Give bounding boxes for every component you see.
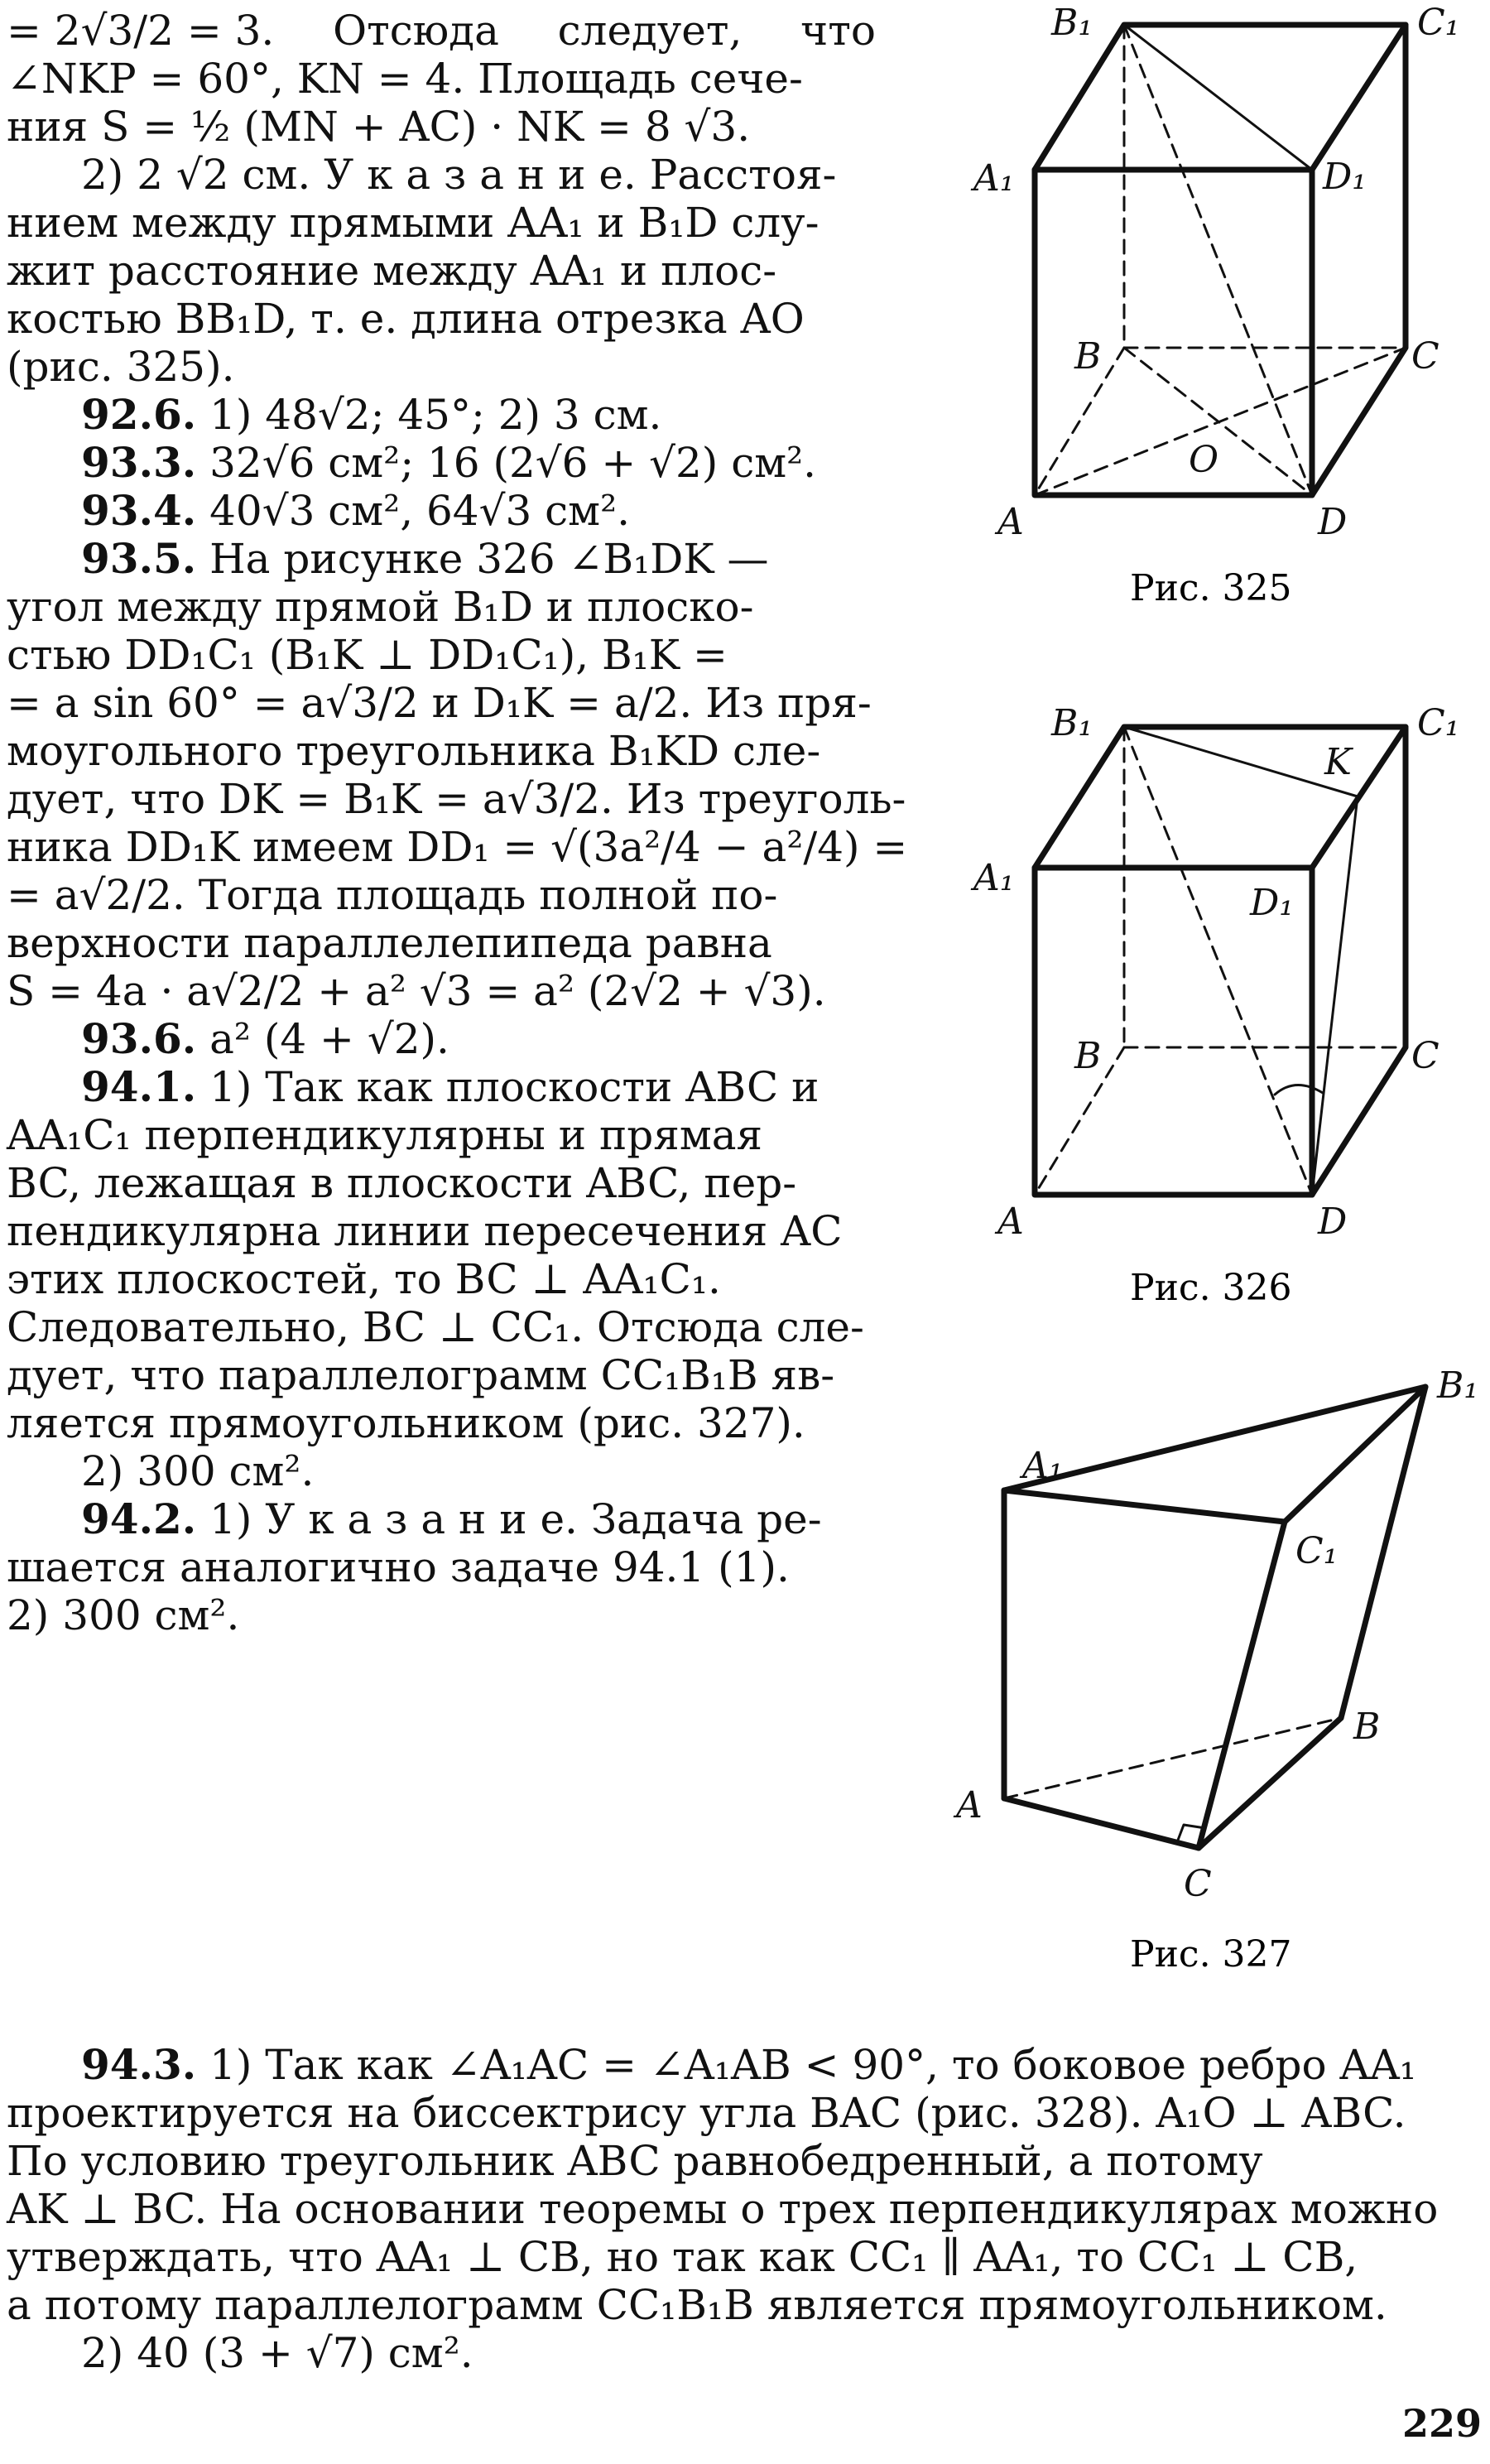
vertex-label: D [1318,1201,1348,1243]
problem-number: 93.5. [81,534,197,583]
text-line: костью BB₁D, т. е. длина отрезка AO [7,295,805,343]
text-line: жит расстояние между AA₁ и плос- [7,247,777,295]
figure-326 [952,695,1490,1325]
text-line: 94.3. 1) Так как ∠A₁AC = ∠A₁AB < 90°, то боковое ребро AA₁ [81,2040,1416,2089]
word: Отсюда [333,7,499,55]
vertex-label: D [1318,501,1348,543]
problem-number: 93.6. [81,1014,197,1063]
vertex-label: B [1074,1035,1102,1077]
text-line: шается аналогично задаче 94.1 (1). [7,1543,790,1591]
parallelepiped-diagram [952,695,1490,1325]
text-line: S = 4a · a√2/2 + a² √3 = a² (2√2 + √3). [7,967,826,1015]
text-line: AK ⊥ BC. На основании теоремы о трех перпендикулярах можно [7,2185,1439,2233]
vertex-label: A₁ [1022,1445,1064,1487]
text-line: проектируется на биссектрису угла BAC (рис. 328). A₁O ⊥ ABC. [7,2089,1406,2137]
vertex-label: C [1184,1863,1212,1905]
figure-327 [952,1341,1490,1987]
text-line: этих плоскостей, то BC ⊥ AA₁C₁. [7,1255,721,1303]
text-line: ∠NKP = 60°, KN = 4. Площадь сече- [7,55,803,103]
answer-93-4: 93.4. 40√3 см², 64√3 см². [81,486,631,535]
vertex-label: K [1324,741,1352,783]
answer-93-5: 93.5. На рисунке 326 ∠B₁DK — [81,534,769,583]
figure-325 [952,0,1490,629]
text-line: а потому параллелограмм CC₁B₁B является прямоугольником. [7,2281,1387,2329]
text-line: верхности параллелепипеда равна [7,919,772,967]
answer-94-1: 94.1. 1) Так как плоскости ABC и [81,1062,820,1111]
text-line: BC, лежащая в плоскости ABC, пер- [7,1159,797,1207]
figure-caption: Рис. 326 [1130,1267,1292,1309]
answer-92-6: 92.6. 1) 48√2; 45°; 2) 3 см. [81,390,662,439]
answers-column [7,7,908,1639]
text-line: нием между прямыми AA₁ и B₁D слу- [7,199,820,247]
vertex-label: C [1411,335,1440,378]
text-line: 2) 300 см². [81,1447,315,1495]
problem-number: 93.3. [81,438,197,487]
text-line: ляется прямоугольником (рис. 327). [7,1399,805,1447]
problem-number: 94.2. [81,1494,197,1543]
vertex-label: C [1411,1035,1440,1077]
problem-number: 94.3. [81,2040,197,2089]
vertex-label: B₁ [1051,2,1093,44]
vertex-label: C₁ [1417,702,1460,744]
text-line: дует, что параллелограмм CC₁B₁B яв- [7,1351,835,1399]
vertex-label: B₁ [1437,1364,1478,1407]
text-line: пендикулярна линии пересечения AC [7,1207,843,1255]
figure-caption: Рис. 325 [1130,567,1292,609]
parallelepiped-diagram [952,0,1490,629]
text-line: Следовательно, BC ⊥ CC₁. Отсюда сле- [7,1303,864,1351]
vertex-label: B₁ [1051,702,1093,744]
vertex-label: A [997,501,1024,543]
text-line: 2) 40 (3 + √7) см². [81,2329,473,2377]
page-number: 229 [1401,2401,1482,2446]
text-line: = a√2/2. Тогда площадь полной по- [7,871,778,919]
answer-93-6: 93.6. a² (4 + √2). [81,1014,449,1063]
text-line: = a sin 60° = a√3/2 и D₁K = a/2. Из пря- [7,679,872,727]
vertex-label: O [1189,439,1219,481]
text-line: угол между прямой B₁D и плоско- [7,583,754,631]
answer-94-3 [7,2041,1483,2377]
text-line: AA₁C₁ перпендикулярны и прямая [7,1111,763,1159]
vertex-label: A [997,1201,1024,1243]
vertex-label: A₁ [973,857,1015,899]
text-line: По условию треугольник ABC равнобедренный, а потому [7,2137,1263,2185]
text-line: ника DD₁K имеем DD₁ = √(3a²/4 − a²/4) = [7,823,908,871]
text-line: утверждать, что AA₁ ⊥ CB, но так как CC₁ ∥ AA₁, то CC₁ ⊥ CB, [7,2233,1358,2281]
vertex-label: C₁ [1417,2,1460,44]
answer-93-3: 93.3. 32√6 см²; 16 (2√6 + √2) см². [81,438,817,487]
vertex-label: D₁ [1250,882,1294,924]
word: что [800,7,876,55]
answer-94-2: 94.2. 1) У к а з а н и е. Задача ре- [81,1494,822,1543]
prism-diagram [952,1341,1490,1987]
text-line: дует, что DK = B₁K = a√3/2. Из треуголь- [7,775,906,823]
text-line: (рис. 325). [7,343,235,391]
text-line: моугольного треугольника B₁KD сле- [7,727,821,775]
figure-caption: Рис. 327 [1130,1933,1292,1976]
formula: = 2√3/2 = 3. [7,7,275,55]
vertex-label: A₁ [973,157,1015,200]
vertex-label: B [1353,1706,1381,1748]
problem-number: 92.6. [81,390,197,439]
vertex-label: C₁ [1295,1530,1339,1572]
text-line [7,7,876,55]
vertex-label: B [1074,335,1102,378]
word: следует, [557,7,743,55]
vertex-label: A [956,1784,983,1826]
text-line: 2) 2 √2 см. У к а з а н и е. Расстоя- [81,151,837,199]
problem-number: 94.1. [81,1062,197,1111]
vertex-label: D₁ [1323,156,1367,198]
text-line: 2) 300 см². [7,1591,240,1639]
problem-number: 93.4. [81,486,197,535]
text-line: стью DD₁C₁ (B₁K ⊥ DD₁C₁), B₁K = [7,631,728,679]
text-line: ния S = ½ (MN + AC) · NK = 8 √3. [7,103,751,151]
